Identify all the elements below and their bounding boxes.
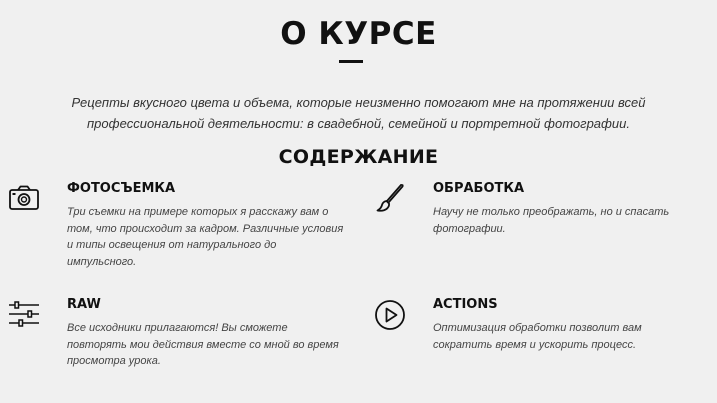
camera-icon (8, 184, 42, 218)
play-icon (374, 299, 408, 333)
sliders-icon (8, 300, 42, 334)
brush-icon (374, 182, 408, 216)
feature-title: ФОТОСЪЕМКА (67, 181, 176, 196)
feature-description: Научу не только преображать, но и спасать фотографии. (433, 206, 670, 235)
intro-text: Рецепты вкусного цвета и объема, которые неизменно помогают мне на протяжении всей профессиональной деятельности: в свадебной, семейной и портретной фотографии. (71, 95, 646, 131)
title-underline (339, 60, 363, 63)
feature-description: Оптимизация обработки позволит вам сократить время и ускорить процесс. (433, 322, 642, 351)
feature-description: Все исходники прилагаются! Вы сможете повторять мои действия вместе со мной во время просмотра урока. (67, 322, 339, 367)
contents-title: СОДЕРЖАНИЕ (278, 146, 439, 168)
feature-title: ACTIONS (433, 297, 498, 312)
feature-title: RAW (67, 297, 101, 312)
feature-description: Три съемки на примере которых я расскажу вам о том, что происходит за кадром. Различные условия и типы освещения от натурального до импульсного. (67, 206, 344, 268)
page-title: О КУРСЕ (280, 16, 437, 52)
feature-title: ОБРАБОТКА (433, 181, 525, 196)
